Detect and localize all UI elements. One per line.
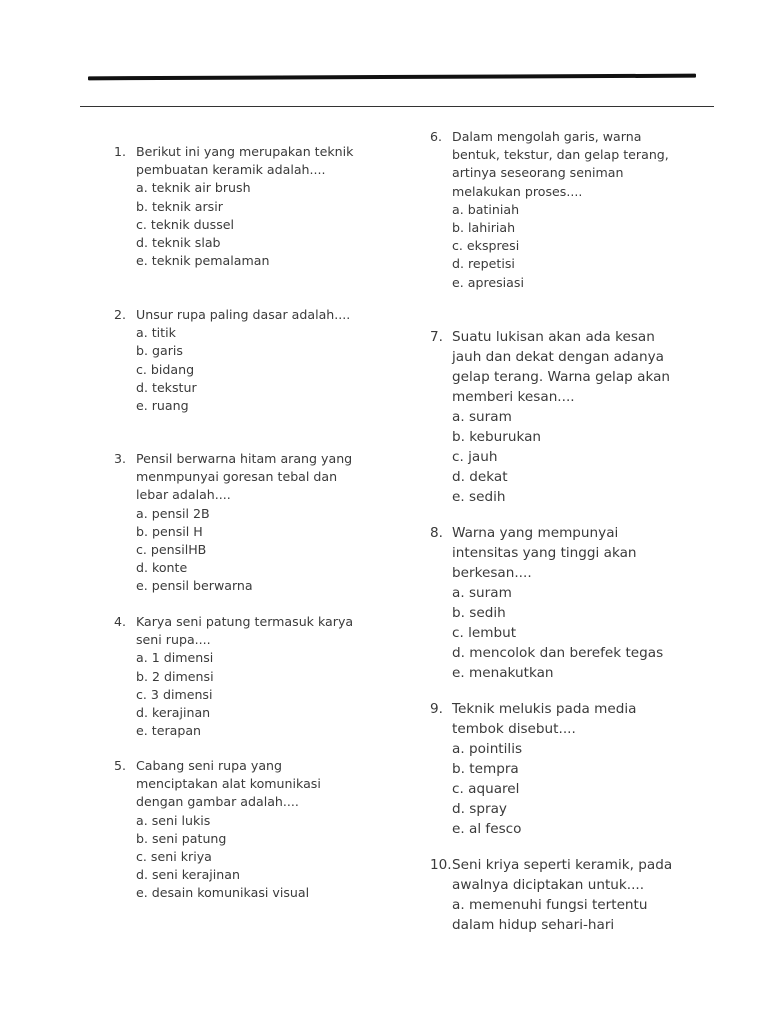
answer-option: a. suram [452, 409, 512, 425]
answer-option: e. teknik pemalaman [136, 253, 270, 269]
answer-option: e. menakutkan [452, 665, 554, 681]
question-text: memberi kesan.... [452, 389, 575, 405]
answer-option: c. teknik dussel [136, 216, 235, 232]
answer-option: a. pointilis [452, 741, 523, 757]
answer-option: d. dekat [452, 469, 508, 485]
question-text: bentuk, tekstur, dan gelap terang, [452, 147, 669, 163]
question-number: 6. [430, 129, 443, 144]
question-body [452, 855, 692, 935]
answer-option: a. suram [452, 585, 512, 601]
question-body [136, 143, 356, 270]
answer-option: d. spray [452, 801, 507, 817]
question-body [136, 450, 356, 596]
answer-option: a. pensil 2B [136, 505, 210, 521]
answer-option: b. garis [136, 343, 183, 359]
question-text: seni rupa.... [136, 632, 211, 648]
question-text: Cabang seni rupa yang [136, 758, 283, 773]
question-body [136, 613, 356, 740]
question-text: gelap terang. Warna gelap akan [452, 369, 671, 385]
answer-option: a. memenuhi fungsi tertentu [452, 897, 648, 913]
question-body [452, 327, 692, 507]
question-text: Dalam mengolah garis, warna [452, 129, 642, 144]
answer-option: d. teknik slab [136, 235, 221, 251]
question-number: 4. [114, 614, 127, 629]
question-body [452, 699, 692, 839]
question-number: 9. [430, 701, 443, 717]
question-body [136, 757, 356, 903]
answer-option: c. 3 dimensi [136, 686, 213, 702]
answer-option: e. al fesco [452, 821, 522, 837]
question-text: Warna yang mempunyai [452, 525, 619, 541]
question-text: Karya seni patung termasuk karya [136, 614, 354, 629]
answer-option: c. bidang [136, 361, 195, 377]
answer-option: d. konte [136, 560, 188, 576]
answer-option: a. teknik air brush [136, 180, 251, 196]
answer-option: b. 2 dimensi [136, 668, 214, 684]
header-thick-rule [88, 74, 696, 81]
question-text: Berikut ini yang merupakan teknik [136, 144, 354, 159]
answer-option: b. tempra [452, 761, 519, 777]
question-text: melakukan proses.... [452, 183, 583, 199]
question-body [452, 128, 692, 292]
question-number: 5. [114, 758, 127, 773]
answer-option: d. repetisi [452, 256, 515, 272]
answer-option: b. pensil H [136, 523, 203, 539]
question-body [452, 523, 692, 683]
question-text: tembok disebut.... [452, 721, 576, 737]
answer-option: a. seni lukis [136, 812, 211, 828]
answer-option: c. ekspresi [452, 238, 520, 254]
question-number: 3. [114, 451, 127, 466]
answer-option: c. lembut [452, 625, 517, 641]
answer-option: a. 1 dimensi [136, 650, 214, 666]
question-text: Unsur rupa paling dasar adalah.... [136, 307, 351, 322]
answer-option: e. sedih [452, 489, 506, 505]
question-text: menciptakan alat komunikasi [136, 776, 321, 792]
question-body [136, 306, 356, 415]
answer-option: b. seni patung [136, 830, 227, 846]
answer-option: b. sedih [452, 605, 506, 621]
answer-option: a. batiniah [452, 201, 520, 217]
answer-option: e. ruang [136, 398, 189, 414]
answer-option: b. teknik arsir [136, 198, 223, 214]
question-text: berkesan.... [452, 565, 532, 581]
question-number: 2. [114, 307, 127, 322]
answer-option: c. jauh [452, 449, 498, 465]
question-number: 10. [430, 857, 452, 873]
answer-option: c. pensilHB [136, 542, 207, 558]
answer-option: e. desain komunikasi visual [136, 885, 310, 901]
question-number: 8. [430, 525, 443, 541]
question-text: dengan gambar adalah.... [136, 794, 299, 810]
question-number: 7. [430, 329, 443, 345]
question-text: jauh dan dekat dengan adanya [452, 349, 664, 365]
question-number: 1. [114, 144, 127, 159]
answer-option: b. lahiriah [452, 220, 516, 236]
answer-option: dalam hidup sehari-hari [452, 917, 615, 933]
answer-option: e. pensil berwarna [136, 578, 253, 594]
question-text: Teknik melukis pada media [452, 701, 637, 717]
answer-option: d. mencolok dan berefek tegas [452, 645, 664, 661]
question-text: Suatu lukisan akan ada kesan [452, 329, 655, 345]
answer-option: b. keburukan [452, 429, 542, 445]
question-text: menmpunyai goresan tebal dan [136, 469, 338, 485]
header-thin-rule [80, 106, 714, 107]
answer-option: e. apresiasi [452, 274, 524, 290]
answer-option: a. titik [136, 325, 176, 341]
answer-option: d. kerajinan [136, 705, 211, 721]
question-text: lebar adalah.... [136, 487, 231, 503]
answer-option: d. tekstur [136, 379, 197, 395]
question-text: pembuatan keramik adalah.... [136, 162, 326, 178]
answer-option: c. aquarel [452, 781, 520, 797]
question-text: artinya seseorang seniman [452, 165, 624, 181]
question-text: Seni kriya seperti keramik, pada [452, 857, 673, 873]
question-text: intensitas yang tinggi akan [452, 545, 637, 561]
answer-option: d. seni kerajinan [136, 867, 240, 883]
question-text: Pensil berwarna hitam arang yang [136, 451, 353, 466]
question-text: awalnya diciptakan untuk.... [452, 877, 645, 893]
answer-option: c. seni kriya [136, 849, 212, 865]
answer-option: e. terapan [136, 723, 202, 739]
